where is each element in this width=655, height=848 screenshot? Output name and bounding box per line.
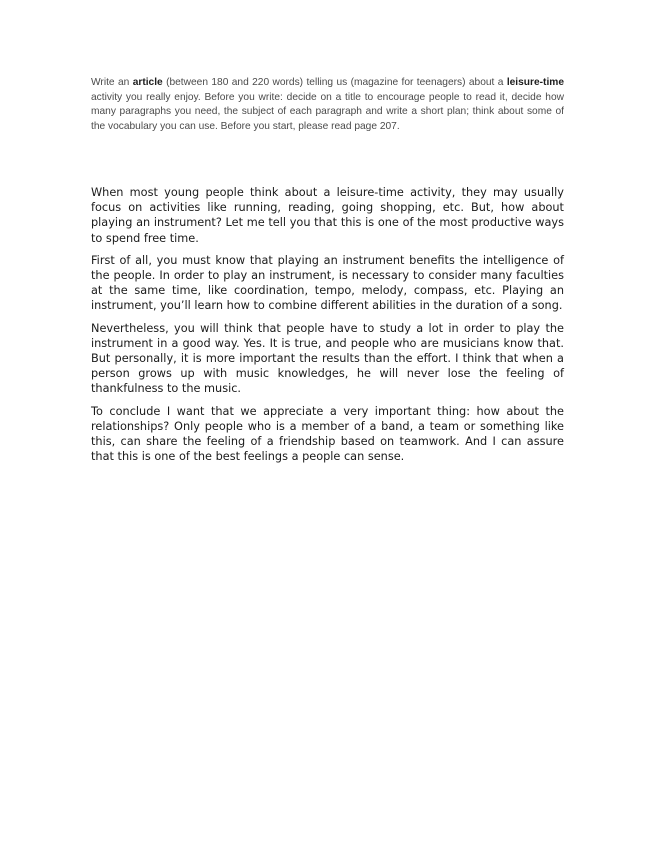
task-instructions xyxy=(91,76,564,134)
task-text-1: Write an xyxy=(91,77,133,88)
essay-paragraph-nevertheless: Nevertheless, you will think that people have to study a lot in order to play the instrument in a good way. Yes. It is true, and people who are musicians know that. But personally, it is more important the results than the effort. I think that when a person grows up with music knowledges, he will never lose the feeling of thankfulness to the music. xyxy=(91,321,564,396)
essay-paragraph-conclusion: To conclude I want that we appreciate a very important thing: how about the relationships? Only people who is a member of a band, a team or something like this, can share the feeling of a friendship based on teamwork. And I can assure that this is one of the best feelings a people can sense. xyxy=(91,404,564,464)
task-text-2: (between 180 and 220 words) telling us (magazine for teenagers) about a xyxy=(162,77,507,88)
essay-body xyxy=(91,185,564,471)
essay-paragraph-first: First of all, you must know that playing an instrument benefits the intelligence of the people. In order to play an instrument, is necessary to consider many faculties at the same time, like coordination, tempo, melody, compass, etc. Playing an instrument, you’ll learn how to combine different abilities in the duration of a song. xyxy=(91,253,564,313)
task-keyword-article: article xyxy=(132,77,163,88)
task-text-3: activity you really enjoy. Before you write: decide on a title to encourage people to read it, decide how many paragraphs you need, the subject of each paragraph and write a short plan; think about some of the vocabulary you can use. Before you start, please read page 207. xyxy=(91,91,564,132)
essay-paragraph-intro: When most young people think about a leisure-time activity, they may usually focus on activities like running, reading, going shopping, etc. But, how about playing an instrument? Let me tell you that this is one of the most productive ways to spend free time. xyxy=(91,186,564,245)
task-keyword-leisure-time: leisure-time xyxy=(506,77,564,88)
